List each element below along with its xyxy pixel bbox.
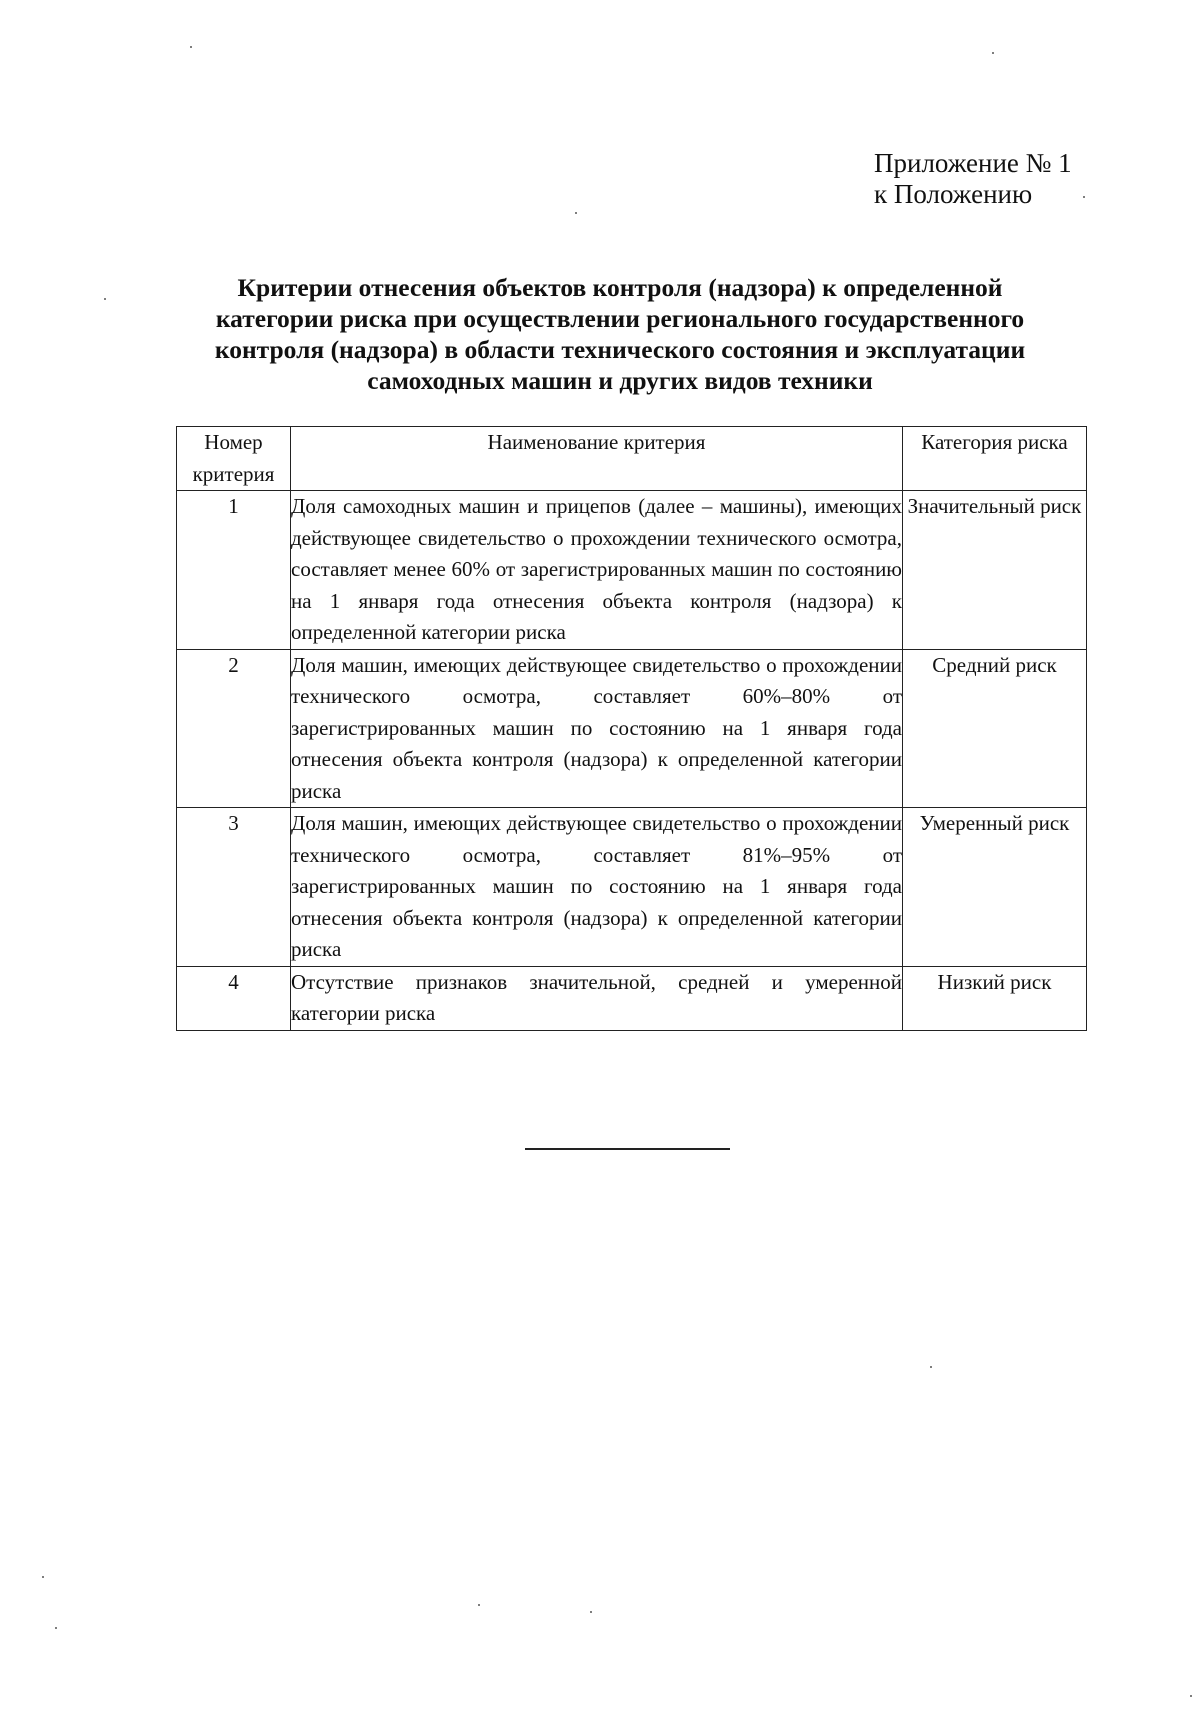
document-title	[170, 272, 1070, 396]
scan-speck	[590, 1611, 592, 1613]
row-criterion: Отсутствие признаков значительной, средней и умеренной категории риска	[291, 966, 903, 1030]
appendix-target: к Положению	[874, 179, 1033, 209]
scan-speck	[55, 1627, 57, 1629]
table-row	[177, 966, 1087, 1030]
header-number: Номер критерия	[177, 427, 291, 491]
header-name: Наименование критерия	[291, 427, 903, 491]
table-row	[177, 491, 1087, 650]
row-number: 1	[177, 491, 291, 650]
scan-speck	[1190, 1695, 1192, 1697]
row-number: 4	[177, 966, 291, 1030]
scan-speck	[478, 1604, 480, 1606]
title-line-1: Критерии отнесения объектов контроля (надзора) к определенной	[237, 273, 1003, 302]
scan-speck	[1083, 196, 1085, 198]
title-line-2: категории риска при осуществлении регионального государственного	[215, 304, 1025, 333]
appendix-number: Приложение № 1	[874, 148, 1072, 178]
title-line-4: самоходных машин и других видов техники	[367, 366, 873, 395]
table-row	[177, 649, 1087, 808]
risk-criteria-table	[176, 426, 1087, 1031]
row-category: Низкий риск	[903, 966, 1087, 1030]
row-criterion: Доля машин, имеющих действующее свидетельство о прохождении технического осмотра, составляет 60%–80% от зарегистрированных машин по состоянию на 1 января года отнесения объекта контроля (надзора) к определенной категории риска	[291, 649, 903, 808]
row-category: Умеренный риск	[903, 808, 1087, 967]
row-number: 3	[177, 808, 291, 967]
row-category: Средний риск	[903, 649, 1087, 808]
row-category: Значительный риск	[903, 491, 1087, 650]
row-criterion: Доля самоходных машин и прицепов (далее – машины), имеющих действующее свидетельство о прохождении технического осмотра, составляет менее 60% от зарегистрированных машин по состоянию на 1 января года отнесения объекта контроля (надзора) к определенной категории риска	[291, 491, 903, 650]
scan-speck	[930, 1366, 932, 1368]
row-number: 2	[177, 649, 291, 808]
header-category: Категория риска	[903, 427, 1087, 491]
appendix-reference	[874, 148, 1072, 210]
table-row	[177, 808, 1087, 967]
scan-speck	[575, 212, 577, 214]
scan-speck	[992, 52, 994, 54]
table-header-row	[177, 427, 1087, 491]
scan-speck	[104, 298, 106, 300]
closing-rule	[525, 1148, 730, 1150]
scan-speck	[42, 1576, 44, 1578]
title-line-3: контроля (надзора) в области технического состояния и эксплуатации	[214, 335, 1026, 364]
scan-speck	[190, 46, 192, 48]
row-criterion: Доля машин, имеющих действующее свидетельство о прохождении технического осмотра, составляет 81%–95% от зарегистрированных машин по состоянию на 1 января года отнесения объекта контроля (надзора) к определенной категории риска	[291, 808, 903, 967]
